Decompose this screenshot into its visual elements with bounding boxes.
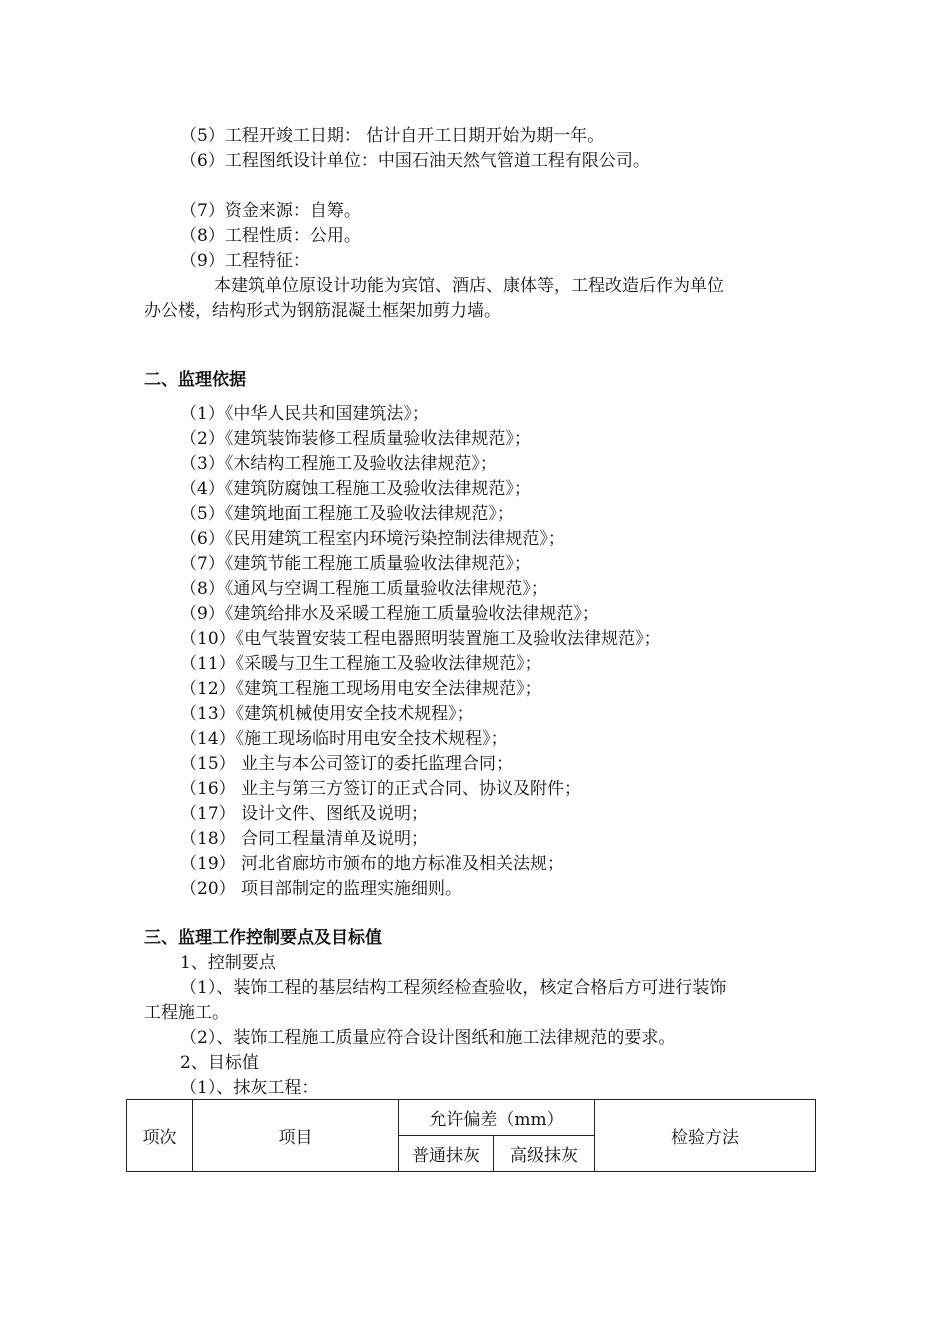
- basis-item: （7）《建筑节能工程施工质量验收法律规范》；: [180, 554, 531, 574]
- overview-item-funding: （7）资金来源：自筹。: [180, 201, 361, 221]
- control-point-1-line-2: 工程施工。: [144, 1003, 229, 1023]
- basis-item: （10）《电气装置安装工程电器照明装置施工及验收法律规范》；: [180, 629, 661, 649]
- basis-item: （20） 项目部制定的监理实施细则。: [180, 879, 463, 899]
- section-heading-control-points: 三、监理工作控制要点及目标值: [144, 928, 382, 948]
- table-header-tolerance: 允许偏差（mm）: [399, 1100, 595, 1136]
- basis-item: （5）《建筑地面工程施工及验收法律规范》；: [180, 504, 514, 524]
- table-header-normal-plaster: 普通抹灰: [399, 1136, 494, 1172]
- basis-item: （14）《施工现场临时用电安全技术规程》；: [180, 729, 508, 749]
- basis-item: （18） 合同工程量清单及说明；: [180, 829, 429, 849]
- basis-item: （19） 河北省廊坊市颁布的地方标准及相关法规；: [180, 854, 565, 874]
- basis-item: （11）《采暖与卫生工程施工及验收法律规范》；: [180, 654, 542, 674]
- section-heading-basis: 二、监理依据: [144, 370, 246, 390]
- basis-item: （9）《建筑给排水及采暖工程施工质量验收法律规范》；: [180, 604, 599, 624]
- basis-item: （17） 设计文件、图纸及说明；: [180, 804, 429, 824]
- control-point-1-line-1: （1）、装饰工程的基层结构工程须经检查验收，核定合格后方可进行装饰: [180, 978, 727, 998]
- overview-item-features: （9）工程特征：: [180, 251, 310, 271]
- table-header-method: 检验方法: [595, 1100, 816, 1172]
- basis-item: （3）《木结构工程施工及验收法律规范》；: [180, 454, 497, 474]
- basis-item: （15） 业主与本公司签订的委托监理合同；: [180, 754, 514, 774]
- overview-item-nature: （8）工程性质：公用。: [180, 226, 361, 246]
- overview-item-completion-date: （5）工程开竣工日期： 估计自开工日期开始为期一年。: [180, 126, 605, 146]
- basis-item: （1）《中华人民共和国建筑法》；: [180, 404, 429, 424]
- table-header-item: 项目: [193, 1100, 399, 1172]
- basis-item: （8）《通风与空调工程施工质量验收法律规范》；: [180, 579, 548, 599]
- basis-item: （4）《建筑防腐蚀工程施工及验收法律规范》；: [180, 479, 531, 499]
- basis-item: （13）《建筑机械使用安全技术规程》；: [180, 704, 474, 724]
- table-header-advanced-plaster: 高级抹灰: [494, 1136, 595, 1172]
- plaster-work-title: （1）、抹灰工程：: [180, 1078, 319, 1098]
- basis-item: （2）《建筑装饰装修工程质量验收法律规范》；: [180, 429, 531, 449]
- subheading-control-points: 1、控制要点: [180, 953, 276, 973]
- basis-item: （6）《民用建筑工程室内环境污染控制法律规范》；: [180, 529, 565, 549]
- overview-item-design-unit: （6）工程图纸设计单位：中国石油天然气管道工程有限公司。: [180, 151, 650, 171]
- feature-paragraph-line-2: 办公楼，结构形式为钢筋混凝土框架加剪力墙。: [144, 301, 501, 321]
- control-point-2: （2）、装饰工程施工质量应符合设计图纸和施工法律规范的要求。: [180, 1028, 676, 1048]
- plaster-tolerance-table: [126, 1099, 816, 1172]
- subheading-target-values: 2、目标值: [180, 1053, 259, 1073]
- basis-item: （12）《建筑工程施工现场用电安全法律规范》；: [180, 679, 542, 699]
- feature-paragraph-line-1: 本建筑单位原设计功能为宾馆、酒店、康体等，工程改造后作为单位: [214, 276, 724, 296]
- basis-item: （16） 业主与第三方签订的正式合同、协议及附件；: [180, 779, 582, 799]
- table-header-index: 项次: [127, 1100, 193, 1172]
